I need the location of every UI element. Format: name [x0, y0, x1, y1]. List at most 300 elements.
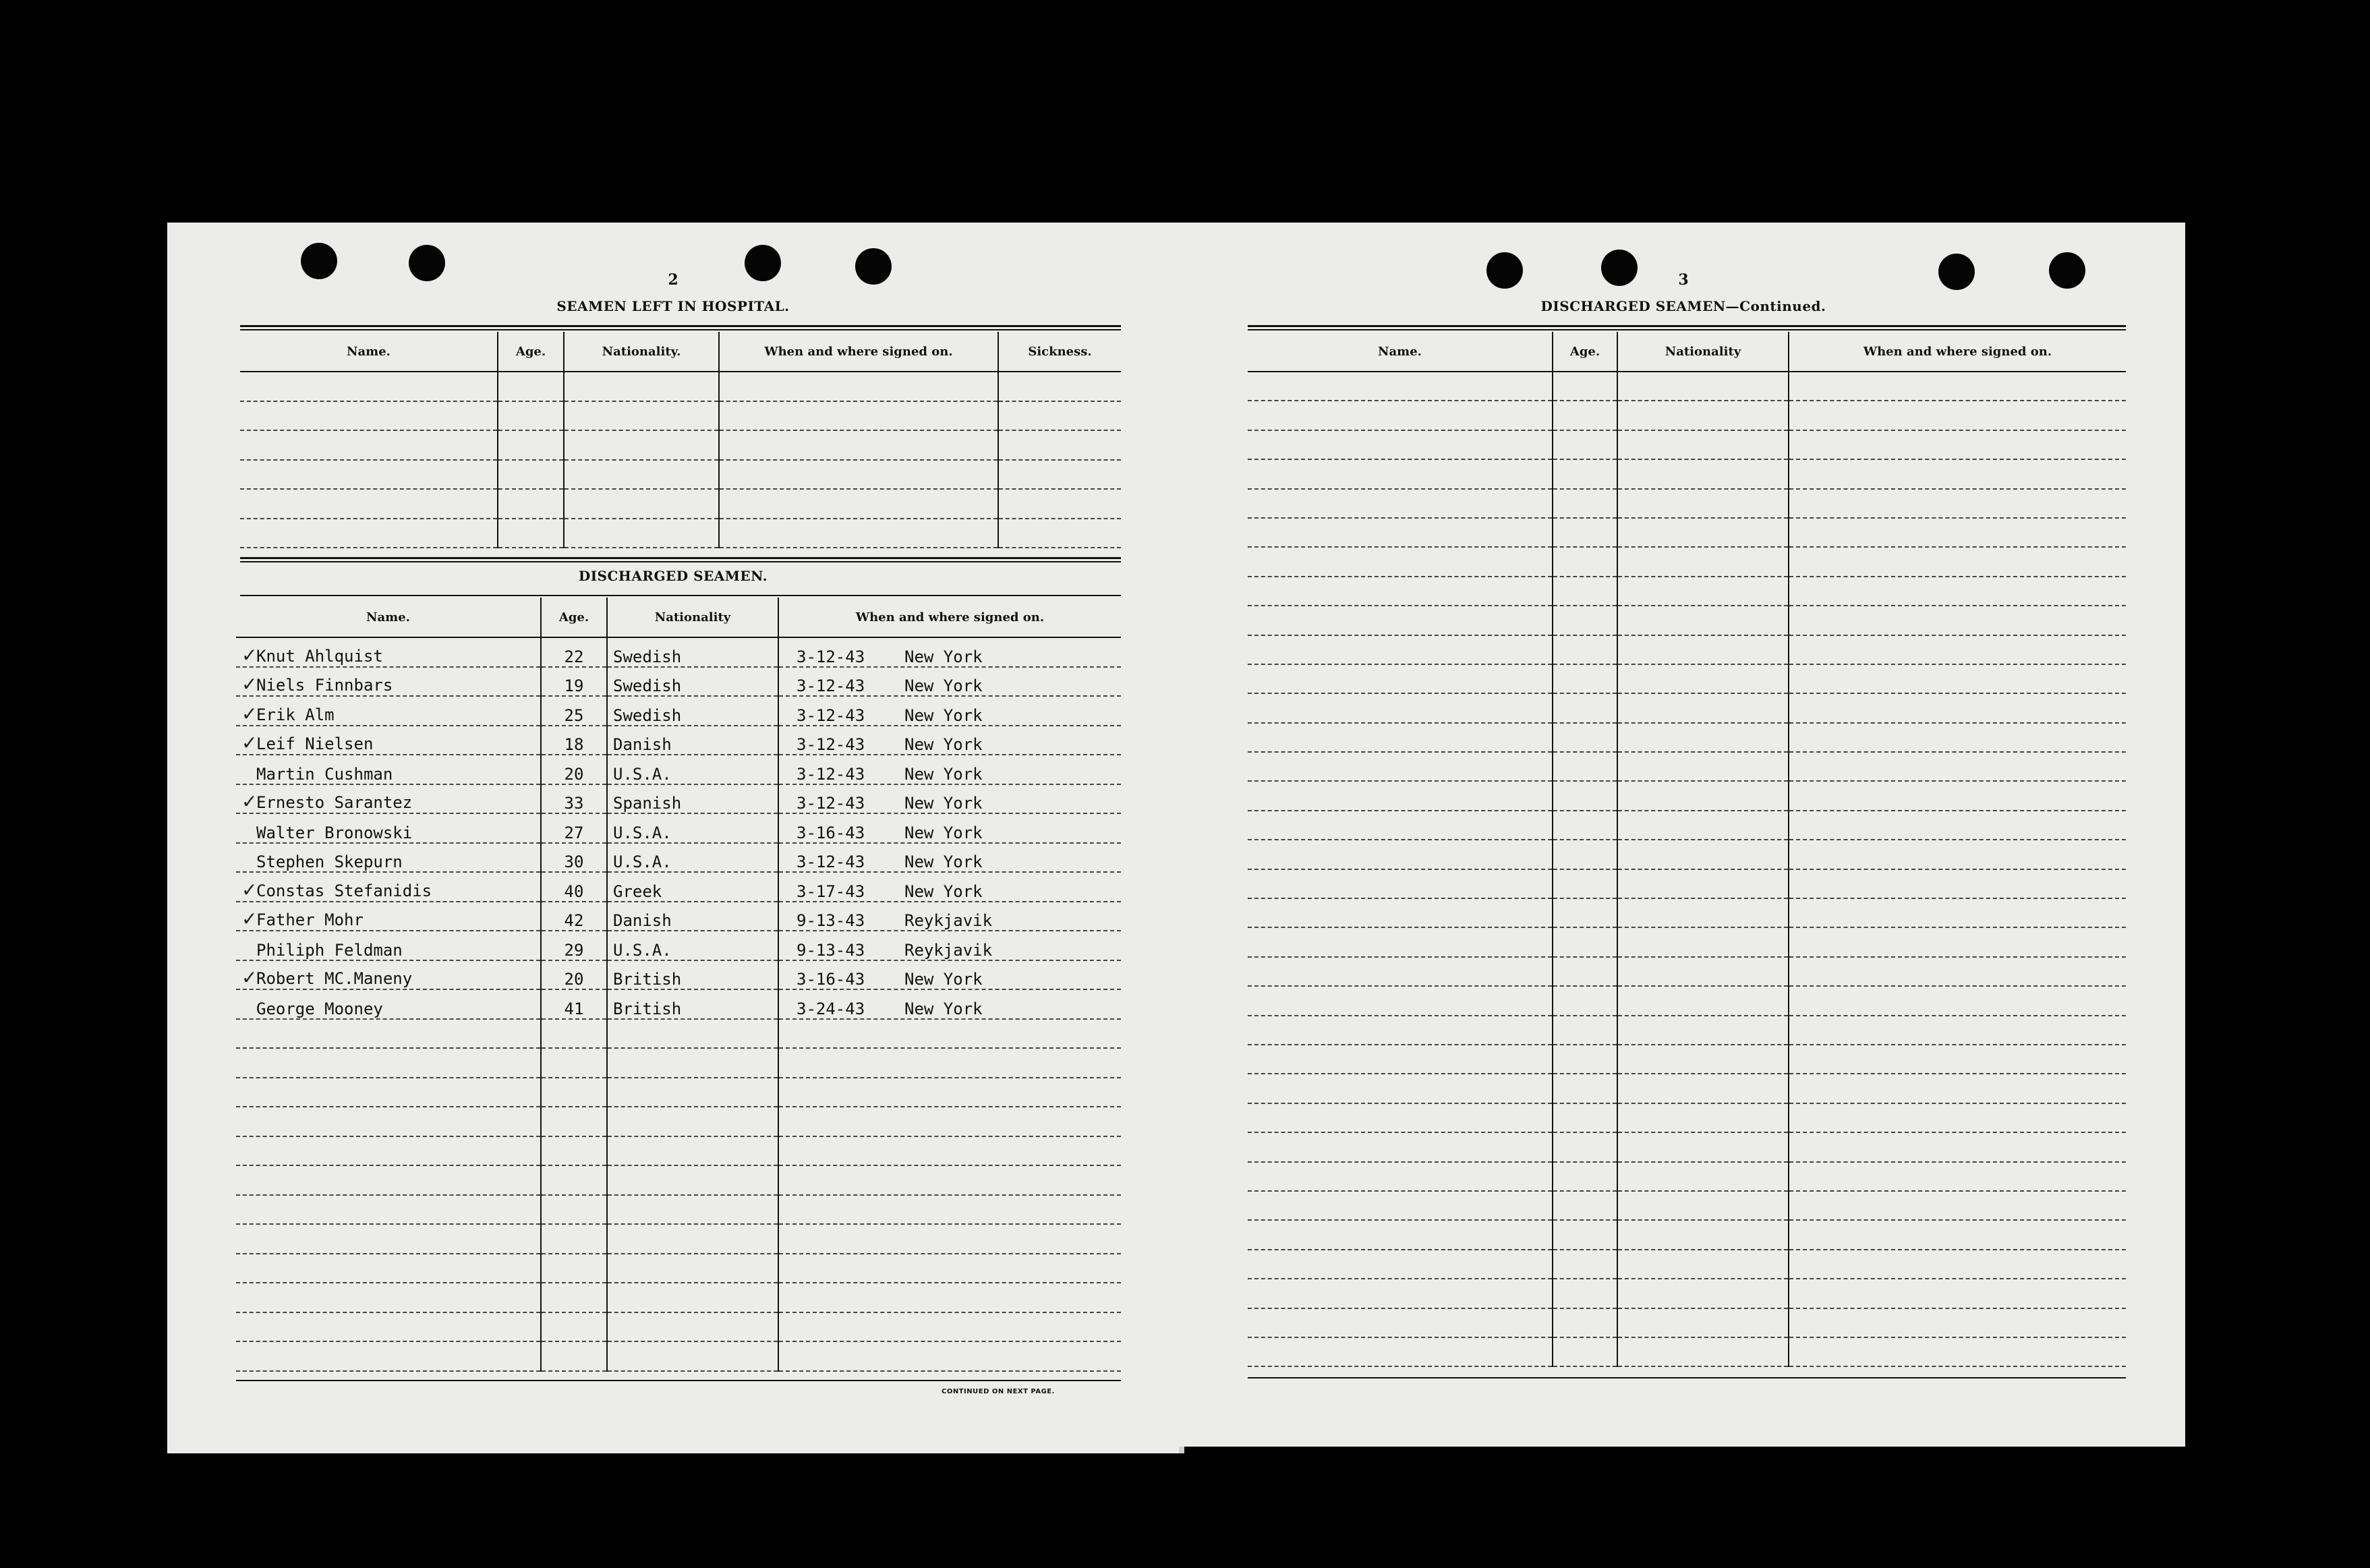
seaman-name: Martin Cushman — [256, 764, 393, 784]
empty-cell — [1553, 372, 1617, 401]
table-row — [236, 1312, 1121, 1342]
empty-cell — [1617, 430, 1789, 459]
age-cell: 27 — [541, 813, 607, 843]
table-row — [240, 430, 1121, 460]
table-row — [1248, 723, 2126, 752]
empty-cell — [541, 1195, 607, 1225]
empty-cell — [1789, 1279, 2126, 1308]
empty-cell — [1617, 547, 1789, 576]
empty-cell — [236, 1048, 541, 1078]
empty-cell — [541, 1224, 607, 1254]
empty-cell — [564, 460, 719, 490]
empty-cell — [240, 460, 498, 490]
signed-on-cell — [778, 755, 1121, 784]
empty-cell — [1553, 635, 1617, 664]
empty-cell — [541, 1048, 607, 1078]
empty-cell — [1553, 957, 1617, 986]
empty-cell — [778, 1165, 1121, 1195]
table-row — [236, 1254, 1121, 1283]
empty-cell — [607, 1283, 778, 1312]
empty-cell — [1553, 840, 1617, 869]
continued-header-row — [1248, 332, 2126, 372]
punch-hole — [301, 243, 337, 279]
col-nationality: Nationality — [607, 598, 778, 637]
name-cell — [236, 960, 541, 990]
empty-cell — [1248, 693, 1553, 722]
table-row — [1248, 986, 2126, 1015]
empty-cell — [1553, 898, 1617, 927]
empty-cell — [1617, 518, 1789, 547]
section-rule — [240, 595, 1121, 596]
age-cell: 30 — [541, 843, 607, 873]
empty-cell — [719, 489, 998, 519]
empty-cell — [1248, 664, 1553, 693]
empty-cell — [1617, 781, 1789, 810]
empty-cell — [1248, 957, 1553, 986]
empty-cell — [998, 372, 1121, 401]
table-row — [1248, 547, 2126, 576]
signed-on-cell — [778, 637, 1121, 667]
empty-cell — [1248, 752, 1553, 781]
name-cell — [236, 931, 541, 960]
check-mark-icon: ✓ — [241, 790, 258, 813]
empty-cell — [1553, 1250, 1617, 1279]
empty-cell — [1248, 430, 1553, 459]
empty-cell — [236, 1165, 541, 1195]
col-nationality: Nationality — [1617, 332, 1789, 372]
table-row — [1248, 811, 2126, 840]
signed-on-place: New York — [904, 970, 983, 989]
discharged-header-row — [236, 598, 1121, 637]
table-row — [236, 902, 1121, 931]
table-row — [236, 872, 1121, 902]
empty-cell — [1617, 635, 1789, 664]
col-age: Age. — [1553, 332, 1617, 372]
table-row — [236, 1283, 1121, 1312]
continued-note: CONTINUED ON NEXT PAGE. — [942, 1388, 1055, 1395]
empty-cell — [778, 1048, 1121, 1078]
signed-on-cell — [778, 989, 1121, 1019]
empty-cell — [541, 1107, 607, 1136]
punch-hole — [2049, 252, 2085, 289]
empty-cell — [236, 1078, 541, 1107]
seaman-name: Philiph Feldman — [256, 940, 403, 960]
table-row — [1248, 898, 2126, 927]
signed-on-cell — [778, 902, 1121, 931]
empty-cell — [1248, 1337, 1553, 1366]
empty-cell — [1553, 986, 1617, 1015]
empty-cell — [1248, 577, 1553, 606]
age-cell: 22 — [541, 637, 607, 667]
empty-cell — [236, 1195, 541, 1225]
table-row — [236, 696, 1121, 726]
empty-cell — [1789, 1220, 2126, 1249]
check-mark-icon: ✓ — [241, 702, 258, 725]
empty-cell — [1553, 693, 1617, 722]
empty-cell — [1553, 1016, 1617, 1045]
empty-cell — [240, 489, 498, 519]
table-row — [1248, 401, 2126, 430]
left-page — [167, 223, 1179, 1453]
empty-cell — [564, 430, 719, 460]
name-cell — [236, 843, 541, 873]
title-rule — [1248, 325, 2126, 330]
table-row — [1248, 1220, 2126, 1249]
empty-cell — [1617, 927, 1789, 956]
empty-cell — [1617, 1308, 1789, 1337]
empty-cell — [998, 430, 1121, 460]
table-row — [240, 401, 1121, 431]
check-mark-icon: ✓ — [241, 878, 258, 901]
empty-cell — [1248, 1308, 1553, 1337]
empty-cell — [541, 1078, 607, 1107]
table-row — [236, 989, 1121, 1019]
empty-cell — [236, 1312, 541, 1342]
empty-cell — [236, 1019, 541, 1049]
table-row — [1248, 1250, 2126, 1279]
table-row — [1248, 1308, 2126, 1337]
empty-cell — [778, 1254, 1121, 1283]
table-row — [236, 1224, 1121, 1254]
empty-cell — [1617, 577, 1789, 606]
empty-cell — [1248, 1279, 1553, 1308]
empty-cell — [719, 372, 998, 401]
col-sickness: Sickness. — [998, 332, 1121, 372]
check-mark-icon: ✓ — [241, 908, 258, 930]
empty-cell — [1248, 1132, 1553, 1161]
name-cell — [236, 813, 541, 843]
empty-cell — [1248, 811, 1553, 840]
empty-cell — [1553, 927, 1617, 956]
empty-cell — [607, 1224, 778, 1254]
table-row — [1248, 518, 2126, 547]
signed-on-date: 3-12-43 — [797, 852, 865, 871]
empty-cell — [778, 1107, 1121, 1136]
empty-cell — [719, 401, 998, 431]
empty-cell — [607, 1195, 778, 1225]
empty-cell — [1789, 635, 2126, 664]
table-row — [1248, 459, 2126, 488]
empty-cell — [1248, 840, 1553, 869]
nationality-cell: Danish — [607, 726, 778, 755]
empty-cell — [719, 460, 998, 490]
empty-cell — [1789, 927, 2126, 956]
check-mark-icon: ✓ — [241, 732, 258, 754]
empty-cell — [1789, 664, 2126, 693]
empty-cell — [1789, 372, 2126, 401]
table-row — [1248, 869, 2126, 898]
table-row — [1248, 606, 2126, 635]
nationality-cell: Danish — [607, 902, 778, 931]
empty-cell — [607, 1107, 778, 1136]
nationality-cell: Greek — [607, 872, 778, 902]
empty-cell — [778, 1283, 1121, 1312]
age-cell: 41 — [541, 989, 607, 1019]
empty-cell — [1553, 1162, 1617, 1191]
empty-cell — [498, 401, 564, 431]
seaman-name: Father Mohr — [256, 910, 364, 929]
empty-cell — [1789, 1016, 2126, 1045]
signed-on-date: 3-16-43 — [797, 970, 865, 989]
empty-cell — [564, 401, 719, 431]
empty-cell — [1789, 577, 2126, 606]
table-row — [236, 755, 1121, 784]
age-cell: 20 — [541, 755, 607, 784]
signed-on-date: 3-16-43 — [797, 823, 865, 842]
seaman-name: Robert MC.Maneny — [256, 969, 413, 988]
empty-cell — [1553, 577, 1617, 606]
empty-cell — [1789, 1308, 2126, 1337]
empty-cell — [1248, 723, 1553, 752]
empty-cell — [778, 1195, 1121, 1225]
empty-cell — [1553, 1220, 1617, 1249]
empty-cell — [1789, 693, 2126, 722]
empty-cell — [1789, 869, 2126, 898]
empty-cell — [1248, 898, 1553, 927]
empty-cell — [541, 1136, 607, 1166]
signed-on-cell — [778, 843, 1121, 873]
empty-cell — [1248, 1016, 1553, 1045]
table-row — [1248, 372, 2126, 401]
table-row — [1248, 430, 2126, 459]
discharged-table — [236, 598, 1121, 1372]
empty-cell — [498, 519, 564, 548]
empty-cell — [778, 1078, 1121, 1107]
empty-cell — [1617, 1250, 1789, 1279]
hospital-header-row — [240, 332, 1121, 372]
empty-cell — [1789, 1103, 2126, 1132]
empty-cell — [1789, 1045, 2126, 1074]
empty-cell — [1248, 781, 1553, 810]
page-number: 2 — [668, 271, 678, 289]
empty-cell — [1617, 1103, 1789, 1132]
seaman-name: George Mooney — [256, 999, 383, 1018]
signed-on-place: New York — [904, 852, 983, 871]
table-row — [1248, 489, 2126, 518]
table-row — [236, 784, 1121, 814]
table-row — [240, 489, 1121, 519]
table-row — [1248, 1279, 2126, 1308]
col-name: Name. — [240, 332, 498, 372]
check-mark-icon: ✓ — [241, 643, 258, 666]
empty-cell — [1553, 1045, 1617, 1074]
empty-cell — [1617, 489, 1789, 518]
signed-on-date: 3-12-43 — [797, 794, 865, 813]
col-nationality: Nationality. — [564, 332, 719, 372]
signed-on-cell — [778, 784, 1121, 814]
age-cell: 25 — [541, 696, 607, 726]
hospital-table — [240, 332, 1121, 548]
empty-cell — [1617, 1191, 1789, 1220]
signed-on-date: 3-12-43 — [797, 705, 865, 725]
empty-cell — [240, 401, 498, 431]
empty-cell — [778, 1019, 1121, 1049]
name-cell — [236, 784, 541, 814]
punch-hole — [1486, 252, 1523, 289]
empty-cell — [498, 489, 564, 519]
nationality-cell: British — [607, 960, 778, 990]
empty-cell — [1789, 986, 2126, 1015]
nationality-cell: U.S.A. — [607, 813, 778, 843]
empty-cell — [1617, 1162, 1789, 1191]
empty-cell — [1248, 1045, 1553, 1074]
empty-cell — [1789, 606, 2126, 635]
col-signed-on: When and where signed on. — [1789, 332, 2126, 372]
empty-cell — [236, 1136, 541, 1166]
table-row — [1248, 664, 2126, 693]
continued-section-title: DISCHARGED SEAMEN—Continued. — [1540, 298, 1826, 314]
empty-cell — [1248, 401, 1553, 430]
name-cell — [236, 637, 541, 667]
table-row — [236, 1019, 1121, 1049]
empty-cell — [998, 460, 1121, 490]
empty-cell — [998, 519, 1121, 548]
empty-cell — [1553, 401, 1617, 430]
empty-cell — [1553, 869, 1617, 898]
check-mark-icon: ✓ — [241, 966, 258, 989]
empty-cell — [541, 1165, 607, 1195]
empty-cell — [1553, 489, 1617, 518]
age-cell: 42 — [541, 902, 607, 931]
table-row — [1248, 1045, 2126, 1074]
signed-on-place: New York — [904, 705, 983, 725]
signed-on-place: New York — [904, 735, 983, 754]
empty-cell — [1553, 781, 1617, 810]
empty-cell — [1789, 401, 2126, 430]
empty-cell — [607, 1078, 778, 1107]
empty-cell — [541, 1254, 607, 1283]
table-row — [240, 460, 1121, 490]
title-rule — [240, 325, 1121, 330]
empty-cell — [236, 1107, 541, 1136]
empty-cell — [1553, 1337, 1617, 1366]
name-cell — [236, 902, 541, 931]
empty-cell — [607, 1136, 778, 1166]
empty-cell — [1248, 1103, 1553, 1132]
table-row — [236, 1078, 1121, 1107]
table-row — [1248, 1337, 2126, 1366]
punch-hole — [1938, 254, 1975, 290]
table-row — [236, 813, 1121, 843]
empty-cell — [1789, 430, 2126, 459]
empty-cell — [236, 1224, 541, 1254]
nationality-cell: U.S.A. — [607, 755, 778, 784]
table-row — [1248, 1162, 2126, 1191]
table-row — [1248, 1074, 2126, 1103]
empty-cell — [1617, 869, 1789, 898]
signed-on-cell — [778, 667, 1121, 697]
empty-cell — [1617, 752, 1789, 781]
empty-cell — [1248, 1162, 1553, 1191]
empty-cell — [1617, 840, 1789, 869]
empty-cell — [1248, 489, 1553, 518]
signed-on-date: 3-24-43 — [797, 999, 865, 1018]
col-name: Name. — [236, 598, 541, 637]
col-name: Name. — [1248, 332, 1553, 372]
empty-cell — [564, 372, 719, 401]
empty-cell — [1553, 459, 1617, 488]
seaman-name: Leif Nielsen — [256, 734, 374, 753]
table-row — [1248, 1016, 2126, 1045]
name-cell — [236, 872, 541, 902]
empty-cell — [240, 372, 498, 401]
empty-cell — [1248, 1220, 1553, 1249]
right-page — [1178, 223, 2185, 1447]
seaman-name: Ernesto Sarantez — [256, 793, 413, 812]
table-row — [1248, 840, 2126, 869]
empty-cell — [1248, 1250, 1553, 1279]
seaman-name: Niels Finnbars — [256, 676, 393, 695]
empty-cell — [1617, 1016, 1789, 1045]
empty-cell — [1553, 430, 1617, 459]
empty-cell — [1617, 1279, 1789, 1308]
empty-cell — [1248, 547, 1553, 576]
punch-hole — [855, 248, 892, 285]
table-row — [1248, 1103, 2126, 1132]
empty-cell — [1553, 1132, 1617, 1161]
table-row — [1248, 635, 2126, 664]
punch-hole — [409, 245, 445, 281]
empty-cell — [240, 430, 498, 460]
discharged-section-title: DISCHARGED SEAMEN. — [578, 568, 768, 584]
nationality-cell: British — [607, 989, 778, 1019]
empty-cell — [1248, 1074, 1553, 1103]
empty-cell — [1248, 1191, 1553, 1220]
table-row — [240, 372, 1121, 401]
empty-cell — [1553, 664, 1617, 693]
discharged-continued-table — [1248, 332, 2126, 1367]
name-cell — [236, 667, 541, 697]
empty-cell — [1617, 664, 1789, 693]
empty-cell — [719, 519, 998, 548]
empty-cell — [1789, 1074, 2126, 1103]
empty-cell — [1553, 547, 1617, 576]
age-cell: 18 — [541, 726, 607, 755]
table-row — [236, 1195, 1121, 1225]
punch-hole — [745, 245, 781, 281]
empty-cell — [240, 519, 498, 548]
empty-cell — [1617, 1045, 1789, 1074]
col-signed-on: When and where signed on. — [778, 598, 1121, 637]
age-cell: 20 — [541, 960, 607, 990]
signed-on-cell — [778, 872, 1121, 902]
empty-cell — [1248, 986, 1553, 1015]
col-age: Age. — [541, 598, 607, 637]
empty-cell — [541, 1312, 607, 1342]
empty-cell — [1617, 1337, 1789, 1366]
empty-cell — [564, 519, 719, 548]
empty-cell — [1789, 1132, 2126, 1161]
empty-cell — [1248, 606, 1553, 635]
table-row — [1248, 781, 2126, 810]
empty-cell — [1248, 869, 1553, 898]
empty-cell — [1617, 957, 1789, 986]
empty-cell — [998, 401, 1121, 431]
empty-cell — [1617, 1220, 1789, 1249]
col-signed-on: When and where signed on. — [719, 332, 998, 372]
empty-cell — [1789, 811, 2126, 840]
nationality-cell: U.S.A. — [607, 931, 778, 960]
empty-cell — [1553, 723, 1617, 752]
signed-on-date: 3-12-43 — [797, 735, 865, 754]
signed-on-place: Reykjavik — [904, 940, 993, 960]
table-row — [236, 960, 1121, 990]
col-age: Age. — [498, 332, 564, 372]
signed-on-place: New York — [904, 999, 983, 1018]
empty-cell — [498, 372, 564, 401]
signed-on-place: New York — [904, 881, 983, 901]
empty-cell — [1789, 840, 2126, 869]
